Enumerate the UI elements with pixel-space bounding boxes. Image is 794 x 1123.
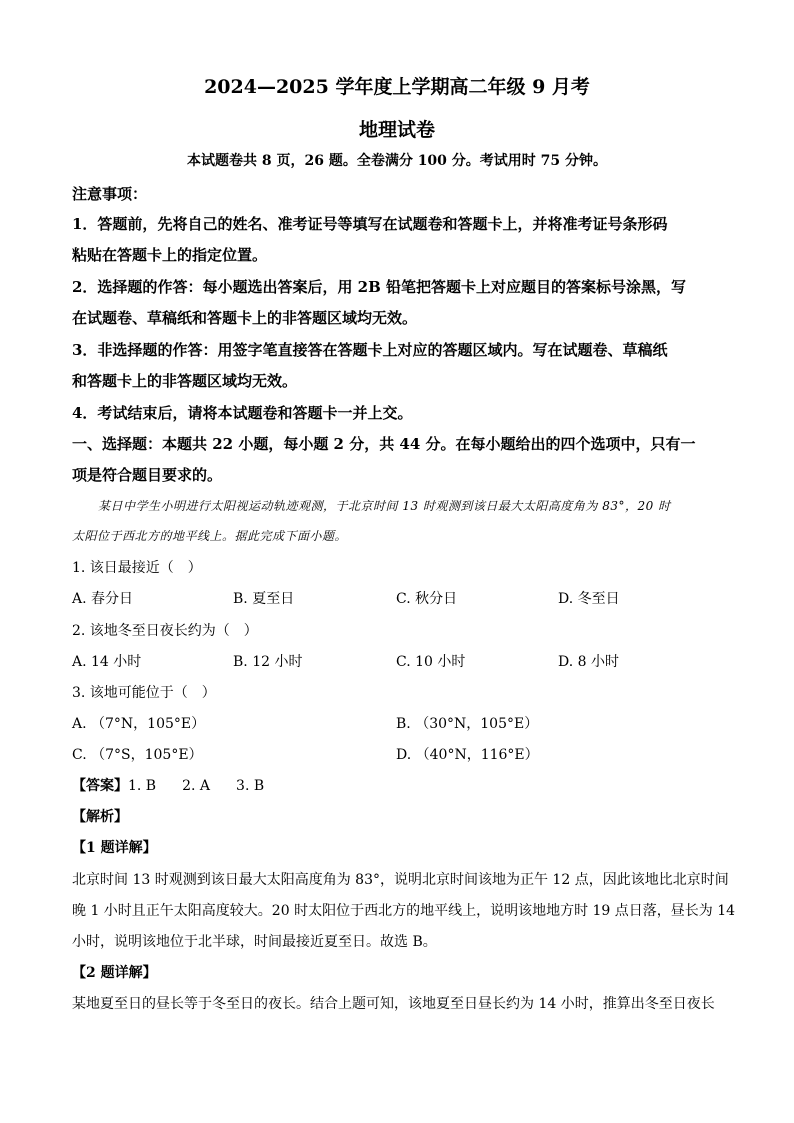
- note-4: 4．考试结束后，请将本试题卷和答题卡一并上交。: [72, 404, 413, 422]
- q1-detail-line-2: 晚 1 小时且正午太阳高度较大。20 时太阳位于西北方的地平线上，说明该地地方时 19 点日落，昼长为 14: [72, 903, 736, 919]
- q1-detail-line-1: 北京时间 13 时观测到该日最大太阳高度角为 83°，说明北京时间该地为正午 12 点，因此该地比北京时间: [72, 872, 729, 888]
- q1-detail-label: 【1 题详解】: [72, 840, 157, 856]
- analysis-label: 【解析】: [72, 809, 128, 825]
- question-2-option-a: A. 14 小时: [72, 654, 142, 670]
- note-1-line-1: 1．答题前，先将自己的姓名、准考证号等填写在试题卷和答题卡上，并将准考证号条形码: [72, 215, 668, 233]
- question-1-option-c: C. 秋分日: [396, 591, 458, 607]
- answer-item-1: 1. B: [128, 778, 157, 794]
- question-3-stem: 3. 该地可能位于（ ）: [72, 685, 216, 701]
- passage-line-2: 太阳位于西北方的地平线上。据此完成下面小题。: [72, 529, 348, 543]
- question-3-option-c: C. （7°S，105°E）: [72, 747, 203, 763]
- q2-detail-label: 【2 题详解】: [72, 965, 157, 981]
- question-1-stem: 1. 该日最接近（ ）: [72, 560, 202, 576]
- question-1-option-d: D. 冬至日: [558, 591, 620, 607]
- note-3-line-1: 3．非选择题的作答：用签字笔直接答在答题卡上对应的答题区域内。写在试题卷、草稿纸: [72, 341, 668, 359]
- exam-title: 2024—2025 学年度上学期高二年级 9 月考: [204, 76, 590, 98]
- section-heading-line-2: 项是符合题目要求的。: [72, 466, 223, 484]
- question-3-option-a: A. （7°N，105°E）: [72, 716, 206, 732]
- note-2-line-2: 在试题卷、草稿纸和答题卡上的非答题区域均无效。: [72, 309, 418, 327]
- section-heading-line-1: 一、选择题：本题共 22 小题，每小题 2 分，共 44 分。在每小题给出的四个选项中，只有一: [72, 435, 696, 453]
- exam-summary: 本试题卷共 8 页，26 题。全卷满分 100 分。考试用时 75 分钟。: [186, 153, 608, 169]
- passage-line-1: 某日中学生小明进行太阳视运动轨迹观测，于北京时间 13 时观测到该日最大太阳高度角为 83°，20 时: [98, 499, 671, 513]
- answer-line: [72, 775, 264, 795]
- question-2-option-c: C. 10 小时: [396, 654, 466, 670]
- question-2-option-d: D. 8 小时: [558, 654, 619, 670]
- answer-label: 【答案】: [72, 778, 128, 794]
- question-3-option-d: D. （40°N，116°E）: [396, 747, 539, 763]
- question-2-option-b: B. 12 小时: [233, 654, 303, 670]
- q1-detail-line-3: 小时，说明该地位于北半球，时间最接近夏至日。故选 B。: [72, 934, 437, 950]
- question-1-option-b: B. 夏至日: [233, 591, 295, 607]
- question-2-stem: 2. 该地冬至日夜长约为（ ）: [72, 623, 258, 639]
- answer-item-2: 2. A: [182, 778, 211, 794]
- note-2-line-1: 2．选择题的作答：每小题选出答案后，用 2B 铅笔把答题卡上对应题目的答案标号涂黑，写: [72, 278, 687, 296]
- notes-heading: 注意事项：: [72, 185, 148, 203]
- note-1-line-2: 粘贴在答题卡上的指定位置。: [72, 246, 268, 264]
- q2-detail-line-1: 某地夏至日的昼长等于冬至日的夜长。结合上题可知，该地夏至日昼长约为 14 小时，推算出冬至日夜长: [72, 996, 715, 1012]
- answer-item-3: 3. B: [236, 778, 265, 794]
- note-3-line-2: 和答题卡上的非答题区域均无效。: [72, 372, 298, 390]
- question-3-option-b: B. （30°N，105°E）: [396, 716, 539, 732]
- subject-title: 地理试卷: [358, 119, 435, 141]
- question-1-option-a: A. 春分日: [72, 591, 134, 607]
